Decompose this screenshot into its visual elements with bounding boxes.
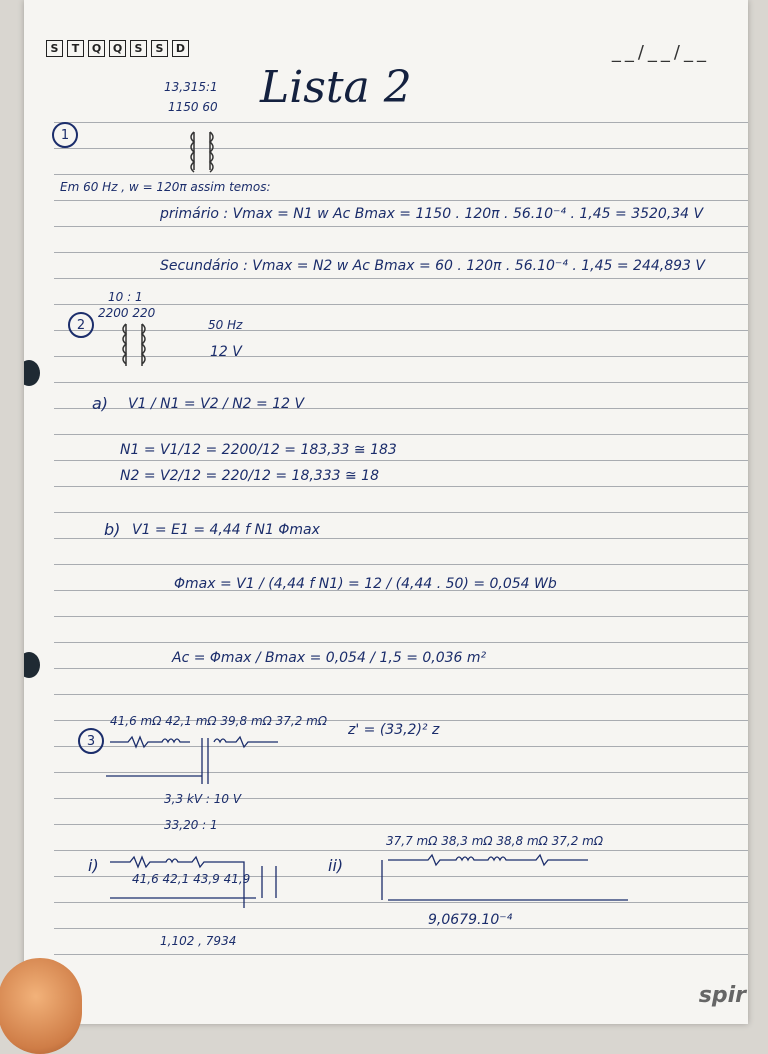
circuit-diagram: [106, 728, 346, 784]
rule-line: [54, 564, 748, 565]
weekday-box: S: [151, 40, 168, 57]
weekday-box: Q: [88, 40, 105, 57]
rule-line: [54, 616, 748, 617]
q2-number: 2: [68, 312, 94, 338]
q2-phi: Φmax = V1 / (4,44 f N1) = 12 / (4,44 . 50) = 0,054 Wb: [174, 576, 557, 592]
rule-line: [54, 642, 748, 643]
rule-line: [54, 954, 748, 955]
thumb-image: [0, 958, 82, 1054]
rule-line: [54, 330, 748, 331]
q2-a-equation: V1 / N1 = V2 / N2 = 12 V: [128, 396, 305, 412]
circuit-diagram: [368, 850, 648, 910]
q1-top-ratio: 13,315:1: [164, 80, 218, 94]
weekday-boxes: [46, 40, 189, 57]
weekday-box: S: [46, 40, 63, 57]
q3-i-label: i): [88, 856, 99, 875]
rule-line: [54, 434, 748, 435]
binder-hole: [24, 652, 40, 678]
rule-line: [54, 174, 748, 175]
rule-line: [54, 382, 748, 383]
q2-ratio: 10 : 1: [108, 290, 143, 304]
weekday-box: T: [67, 40, 84, 57]
q1-top-turns: 1150 60: [168, 100, 218, 114]
rule-line: [54, 252, 748, 253]
q3-i-result: 1,102 , 7934: [160, 934, 237, 948]
q1-number: 1: [52, 122, 78, 148]
rule-line: [54, 304, 748, 305]
rule-line: [54, 200, 748, 201]
q2-n1: N1 = V1/12 = 2200/12 = 183,33 ≅ 183: [120, 442, 397, 458]
q2-turns: 2200 220: [98, 306, 156, 320]
q3-z-prime: z' = (33,2)² z: [348, 722, 440, 738]
transformer-icon: [116, 320, 156, 370]
q2-b-label: b): [104, 520, 121, 539]
rule-line: [54, 226, 748, 227]
q3-ii-result: 9,0679.10⁻⁴: [428, 912, 513, 928]
date-field: __/__/__: [611, 42, 710, 63]
q3-i-values: 41,6 42,1 43,9 41,9: [132, 872, 251, 886]
q3-volts: 3,3 kV : 10 V: [164, 792, 242, 806]
q1-intro: Em 60 Hz , w = 120π assim temos:: [60, 180, 271, 194]
rule-line: [54, 460, 748, 461]
rule-line: [54, 694, 748, 695]
q3-top-values: 41,6 mΩ 42,1 mΩ 39,8 mΩ 37,2 mΩ: [110, 714, 328, 728]
rule-line: [54, 278, 748, 279]
rule-line: [54, 928, 748, 929]
rule-line: [54, 486, 748, 487]
rule-line: [54, 538, 748, 539]
q2-ac: Ac = Φmax / Bmax = 0,054 / 1,5 = 0,036 m²: [172, 650, 487, 666]
binder-hole: [24, 360, 40, 386]
rule-line: [54, 356, 748, 357]
q2-b-equation: V1 = E1 = 4,44 f N1 Φmax: [132, 522, 320, 538]
q3-ii-label: ii): [328, 856, 344, 875]
q2-n2: N2 = V2/12 = 220/12 = 18,333 ≅ 18: [120, 468, 379, 484]
rule-line: [54, 798, 748, 799]
rule-line: [54, 122, 748, 123]
q3-ratio: 33,20 : 1: [164, 818, 218, 832]
brand-logo: spir: [698, 983, 746, 1008]
weekday-box: D: [172, 40, 189, 57]
rule-line: [54, 824, 748, 825]
q3-ii-top-values: 37,7 mΩ 38,3 mΩ 38,8 mΩ 37,2 mΩ: [386, 834, 604, 848]
q1-secondary: Secundário : Vmax = N2 w Ac Bmax = 60 . 120π . 56.10⁻⁴ . 1,45 = 244,893 V: [160, 258, 705, 274]
page-title: Lista 2: [260, 62, 412, 113]
q3-number: 3: [78, 728, 104, 754]
q1-primary: primário : Vmax = N1 w Ac Bmax = 1150 . 120π . 56.10⁻⁴ . 1,45 = 3520,34 V: [160, 206, 704, 222]
q2-frequency: 50 Hz: [208, 318, 243, 332]
rule-line: [54, 148, 748, 149]
weekday-box: S: [130, 40, 147, 57]
rule-line: [54, 668, 748, 669]
notebook-page: [24, 0, 748, 1024]
q2-voltage: 12 V: [210, 344, 242, 360]
transformer-icon: [184, 128, 224, 174]
q2-a-label: a): [92, 394, 109, 413]
rule-line: [54, 512, 748, 513]
weekday-box: Q: [109, 40, 126, 57]
